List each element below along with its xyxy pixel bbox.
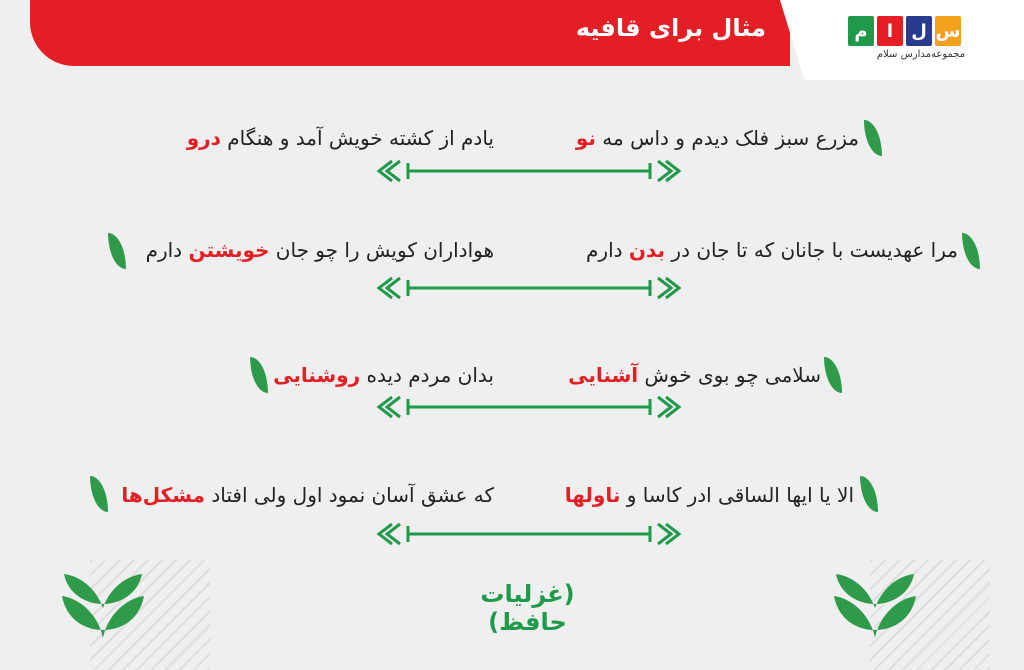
logo-tile: ا bbox=[877, 16, 903, 46]
verse-2-left bbox=[146, 230, 494, 270]
ornament-divider bbox=[374, 156, 684, 186]
rhyme-word: مشکل‌ها bbox=[121, 483, 206, 507]
rhyme-word: آشنایی bbox=[568, 363, 639, 387]
verse-4-left bbox=[121, 475, 494, 515]
leaf-icon bbox=[864, 120, 882, 156]
leaf-icon bbox=[860, 476, 878, 512]
sprout-icon bbox=[58, 568, 148, 638]
verse-text: سلامی چو بوی خوش bbox=[638, 363, 821, 387]
verse-4-right bbox=[565, 475, 854, 515]
verse-3-left bbox=[273, 355, 494, 395]
verse-2-right bbox=[586, 230, 958, 270]
rhyme-word: ناولها bbox=[564, 483, 621, 507]
logo-tile: ل bbox=[906, 16, 932, 46]
rhyme-word: خویشتن bbox=[188, 238, 270, 262]
verse-1-left bbox=[187, 118, 494, 158]
ornament-divider bbox=[374, 392, 684, 422]
sprout-icon bbox=[830, 568, 920, 638]
verse-1-right bbox=[576, 118, 859, 158]
verse-text: مرا عهدیست با جانان که تا جان در bbox=[665, 238, 958, 262]
source-caption: (غزلیات حافظ) bbox=[480, 580, 575, 636]
rhyme-word: نو bbox=[575, 126, 596, 150]
rhyme-word: بدن bbox=[628, 238, 666, 262]
leaf-icon bbox=[962, 233, 980, 269]
verse-text: مزرع سبز فلک دیدم و داس مه bbox=[595, 126, 859, 150]
brand-logo bbox=[848, 16, 994, 72]
ornament-divider bbox=[374, 273, 684, 303]
logo-tile: س bbox=[935, 16, 961, 46]
leaf-icon bbox=[250, 357, 268, 393]
verse-text: هواداران کویش را چو جان bbox=[269, 238, 494, 262]
verse-text: دارم bbox=[145, 238, 189, 262]
brand-caption: مجموعه‌مدارس سلام bbox=[876, 49, 966, 60]
verse-3-right bbox=[568, 355, 821, 395]
verse-text: الا یا ایها الساقی ادر کاسا و bbox=[620, 483, 854, 507]
ornament-divider bbox=[374, 519, 684, 549]
leaf-icon bbox=[90, 476, 108, 512]
verse-text: یادم از کشته خویش آمد و هنگام bbox=[220, 126, 494, 150]
page-title: مثال برای قافیه bbox=[575, 14, 766, 42]
verse-text: بدان مردم دیده bbox=[360, 363, 494, 387]
logo-tile: م bbox=[848, 16, 874, 46]
verse-text: که عشق آسان نمود اول ولی افتاد bbox=[205, 483, 494, 507]
leaf-icon bbox=[108, 233, 126, 269]
rhyme-word: درو bbox=[186, 126, 221, 150]
verse-text: دارم bbox=[586, 238, 629, 262]
rhyme-word: روشنایی bbox=[273, 363, 361, 387]
leaf-icon bbox=[824, 357, 842, 393]
